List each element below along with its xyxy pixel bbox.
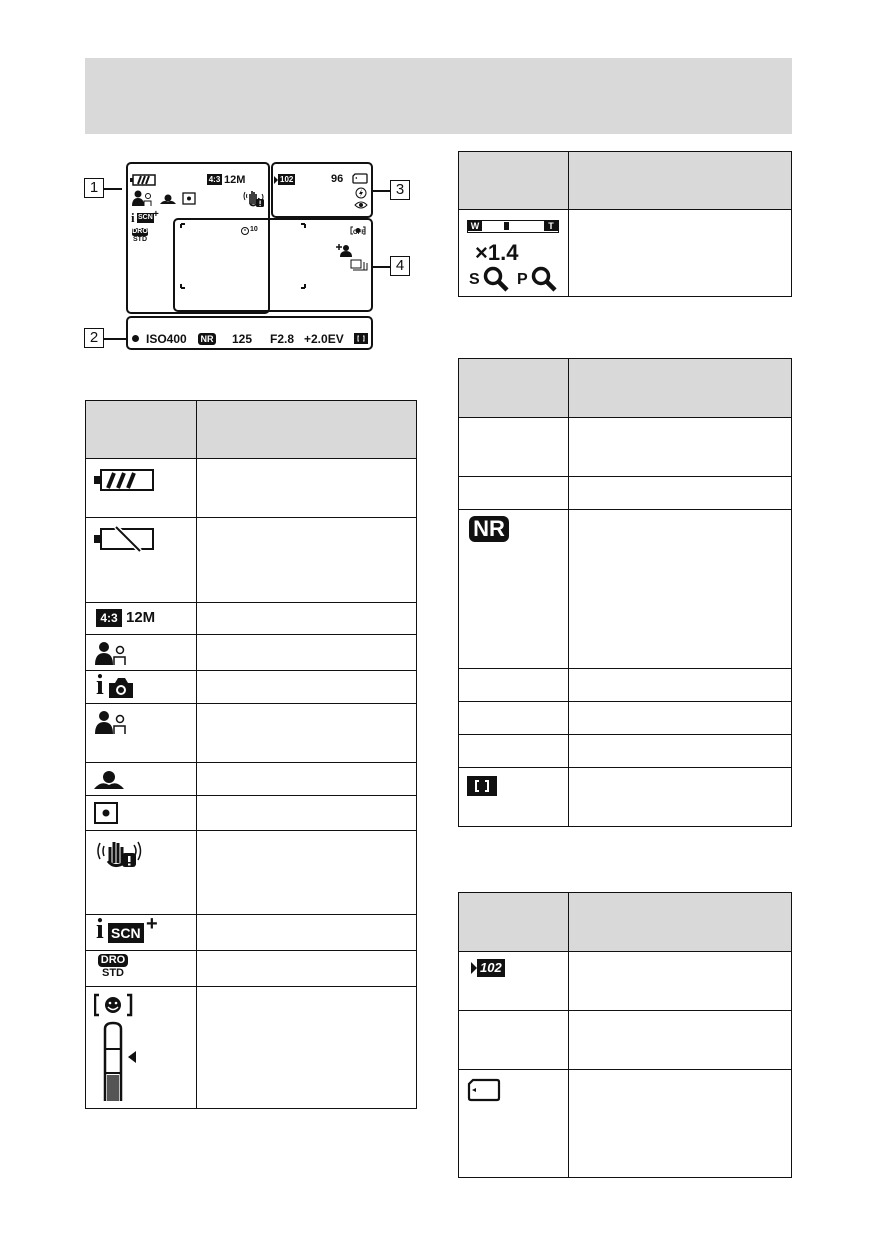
off-label: OFF: [353, 230, 365, 236]
table-area-3-header-display: [459, 893, 569, 952]
folder-number: 102: [477, 959, 505, 977]
row-af-range-finder: [459, 768, 569, 827]
scn-plus: +: [153, 209, 159, 220]
leader-line-1: [104, 188, 122, 190]
self-timer-seconds: 10: [250, 226, 258, 233]
scn-symbol: SCN: [108, 923, 144, 943]
metering-mode-icon: [94, 802, 118, 824]
row-superior-auto: [86, 915, 197, 951]
intelligent-i-glyph: i: [96, 670, 104, 701]
section-title-banner: [85, 58, 792, 134]
macro-icon: [160, 194, 176, 204]
zoom-wide-label: W: [468, 221, 482, 231]
exposure-value: +2.0EV: [304, 332, 344, 346]
camera-icon: [108, 677, 134, 699]
row-exposure: [459, 735, 569, 768]
row-metering-mode: [86, 796, 197, 831]
row-recording-folder: [459, 952, 569, 1011]
metering-mode-icon: [182, 192, 196, 205]
smile-sensitivity-indicator: [94, 993, 138, 1103]
row-scene-recognition-advanced: [86, 704, 197, 763]
zoom-factor: ×1.4: [475, 240, 519, 265]
scene-recognition-icon: [94, 710, 128, 736]
blur-warning-icon: [94, 837, 142, 869]
table-area-1-header-display: [86, 401, 197, 459]
table-zoom: [458, 151, 792, 297]
flash-off-icon: [355, 187, 367, 199]
row-battery-low: [86, 518, 197, 603]
remaining-shots-label: 96: [331, 173, 344, 185]
battery-low-icon: [94, 526, 154, 552]
screen-diagram: [84, 158, 420, 352]
af-lock-icon: [132, 335, 139, 342]
callout-4: 4: [390, 256, 410, 276]
leader-line-4: [373, 266, 390, 268]
scene-recognition-icon: [94, 641, 128, 667]
image-size-label: 12M: [126, 609, 156, 626]
shutter-speed-value: 125: [232, 332, 253, 346]
row-smile-detection-sensitivity: [86, 987, 197, 1109]
battery-icon: [130, 174, 156, 186]
intelligent-i-glyph: i: [96, 914, 104, 945]
table-area-2: [458, 358, 792, 827]
table-area-1: [85, 400, 417, 1109]
callout-2: 2: [84, 328, 104, 348]
smile-shutter-off-icon: [350, 222, 370, 240]
precision-zoom-magnifier-icon: [531, 266, 557, 292]
memory-card-icon: [352, 173, 368, 184]
macro-icon: [94, 771, 124, 789]
folder-icon: [459, 952, 568, 1009]
row-af-lock: [459, 418, 569, 477]
row-macro: [86, 763, 197, 796]
red-eye-icon: [354, 200, 368, 210]
callout-3: 3: [390, 180, 410, 200]
aperture-value: F2.8: [270, 332, 295, 346]
battery-remaining-icon: [94, 469, 154, 491]
image-size-label: 12M: [224, 174, 246, 186]
row-noise-reduction: [459, 510, 569, 669]
memory-card-icon: [467, 1078, 501, 1102]
smart-zoom-magnifier-icon: [483, 266, 509, 292]
af-range-finder-icon: [467, 776, 497, 796]
row-scene-recognition: [86, 635, 197, 671]
table-area-3: [458, 892, 792, 1178]
row-intelligent-auto: [86, 671, 197, 704]
table-zoom-header-display: [459, 152, 569, 210]
row-image-size: [86, 603, 197, 635]
table-zoom-header-indication: [568, 152, 791, 210]
row-iso: [459, 477, 569, 510]
dro-bottom: STD: [133, 236, 147, 243]
dro-icon: [86, 951, 196, 985]
zoom-position-marker: [504, 222, 509, 230]
aspect-ratio-icon: 4:3: [96, 609, 122, 627]
zoom-bar: [467, 220, 559, 233]
precision-zoom-label: P: [517, 271, 528, 288]
scene-recognition-icon: [131, 190, 153, 207]
row-recording-media: [459, 1070, 569, 1178]
superior-auto-icon: [86, 915, 196, 949]
zoom-tele-label: T: [544, 221, 558, 231]
iso-value: ISO400: [146, 332, 187, 346]
self-timer-icon: [240, 222, 258, 240]
table-area-1-header-indication: [196, 401, 416, 459]
burst-mode-icon: [350, 259, 368, 271]
face-detection-icon: [334, 244, 354, 258]
dro-bottom: STD: [102, 967, 124, 979]
af-range-finder-icon: [354, 333, 368, 344]
dro-icon: [132, 228, 148, 244]
table-area-2-header-indication: [568, 359, 791, 418]
row-zoom-scaling: [459, 210, 569, 297]
folder-number: 102: [280, 175, 294, 184]
leader-line-2: [104, 338, 126, 340]
smart-zoom-label: S: [469, 271, 480, 288]
row-remaining-shots: [459, 1011, 569, 1070]
intelligent-i-glyph: i: [131, 210, 135, 225]
intelligent-auto-icon: [86, 671, 196, 702]
row-shutter-speed: [459, 669, 569, 702]
row-blur-warning: [86, 831, 197, 915]
timer-icon: [240, 225, 250, 235]
row-aperture: [459, 702, 569, 735]
scn-plus: +: [146, 913, 158, 935]
callout-1: 1: [84, 178, 104, 198]
blur-warning-icon: [242, 188, 266, 208]
table-area-3-header-indication: [568, 893, 791, 952]
row-battery-remaining: [86, 459, 197, 518]
dro-top: DRO: [98, 954, 128, 967]
nr-icon: NR: [198, 333, 216, 345]
row-dro: [86, 951, 197, 987]
nr-icon: NR: [469, 516, 509, 542]
dro-top: DRO: [132, 228, 148, 235]
leader-line-3: [373, 190, 390, 192]
table-area-2-header-display: [459, 359, 569, 418]
scn-symbol: SCN: [138, 214, 153, 221]
aspect-ratio-icon: 4:3: [208, 175, 221, 184]
